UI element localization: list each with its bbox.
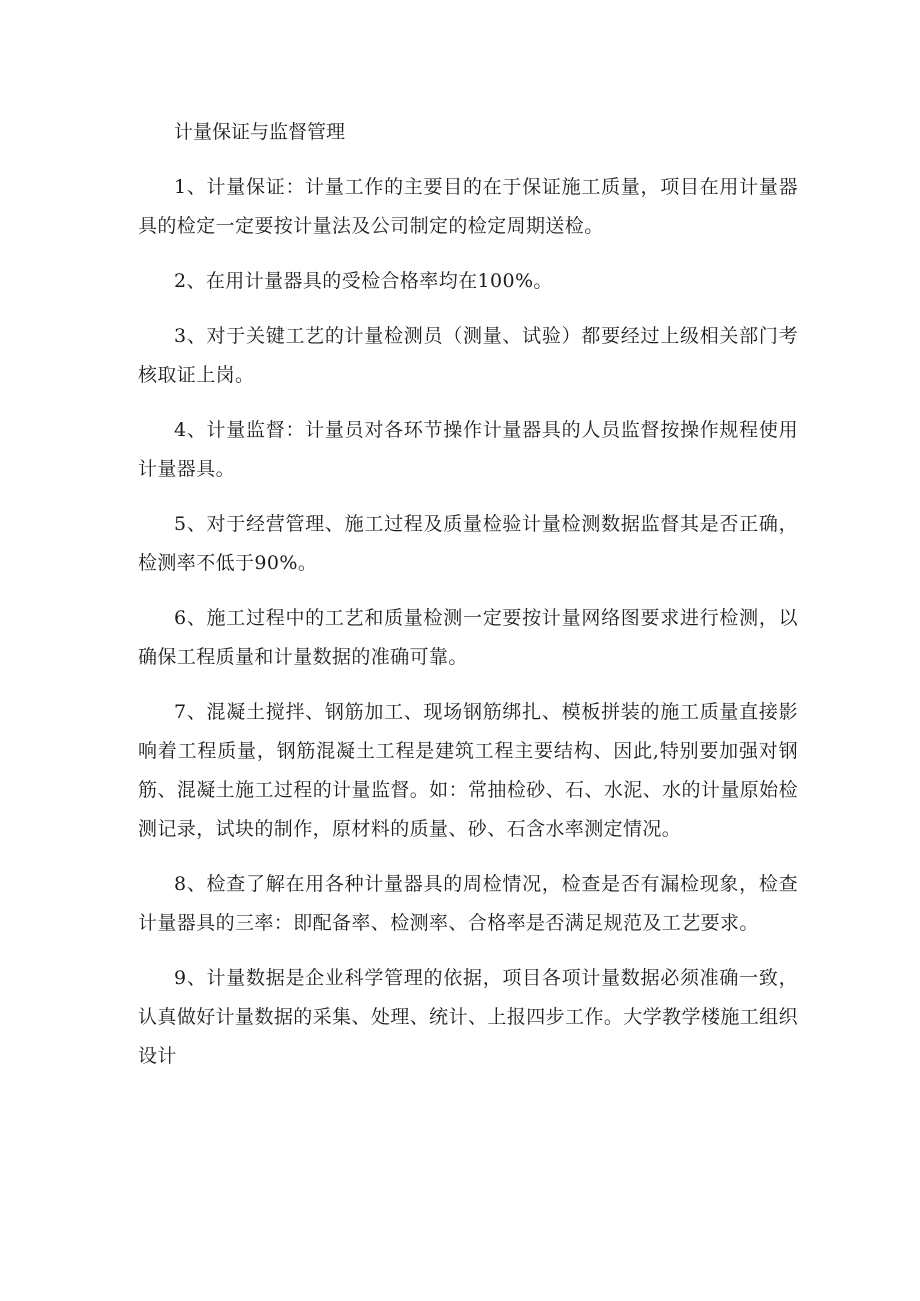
paragraph-8: 8、检查了解在用各种计量器具的周检情况，检查是否有漏检现象，检查计量器具的三率：即配备率、检测率、合格率是否满足规范及工艺要求。 bbox=[138, 873, 798, 934]
paragraph-1: 1、计量保证：计量工作的主要目的在于保证施工质量，项目在用计量器具的检定一定要按计量法及公司制定的检定周期送检。 bbox=[138, 176, 798, 237]
paragraph-7: 7、混凝土搅拌、钢筋加工、现场钢筋绑扎、模板拼装的施工质量直接影响着工程质量，钢筋混凝土工程是建筑工程主要结构、因此,特别要加强对钢筋、混凝土施工过程的计量监督。如：常抽检砂、石、水泥、水的计量原始检测记录，试块的制作，原材料的质量、砂、石含水率测定情况。 bbox=[138, 701, 798, 840]
document-title: 计量保证与监督管理 bbox=[174, 121, 346, 143]
paragraph-2: 2、在用计量器具的受检合格率均在100%。 bbox=[174, 270, 553, 292]
paragraph-6: 6、施工过程中的工艺和质量检测一定要按计量网络图要求进行检测，以确保工程质量和计量数据的准确可靠。 bbox=[138, 607, 798, 668]
paragraph-3: 3、对于关键工艺的计量检测员（测量、试验）都要经过上级相关部门考核取证上岗。 bbox=[138, 325, 798, 386]
paragraph-4: 4、计量监督：计量员对各环节操作计量器具的人员监督按操作规程使用计量器具。 bbox=[138, 419, 798, 480]
document-body bbox=[138, 113, 798, 1092]
paragraph-5: 5、对于经营管理、施工过程及质量检验计量检测数据监督其是否正确，检测率不低于90%。 bbox=[138, 513, 798, 574]
paragraph-9: 9、计量数据是企业科学管理的依据，项目各项计量数据必须准确一致，认真做好计量数据的采集、处理、统计、上报四步工作。大学教学楼施工组织设计 bbox=[138, 967, 798, 1067]
